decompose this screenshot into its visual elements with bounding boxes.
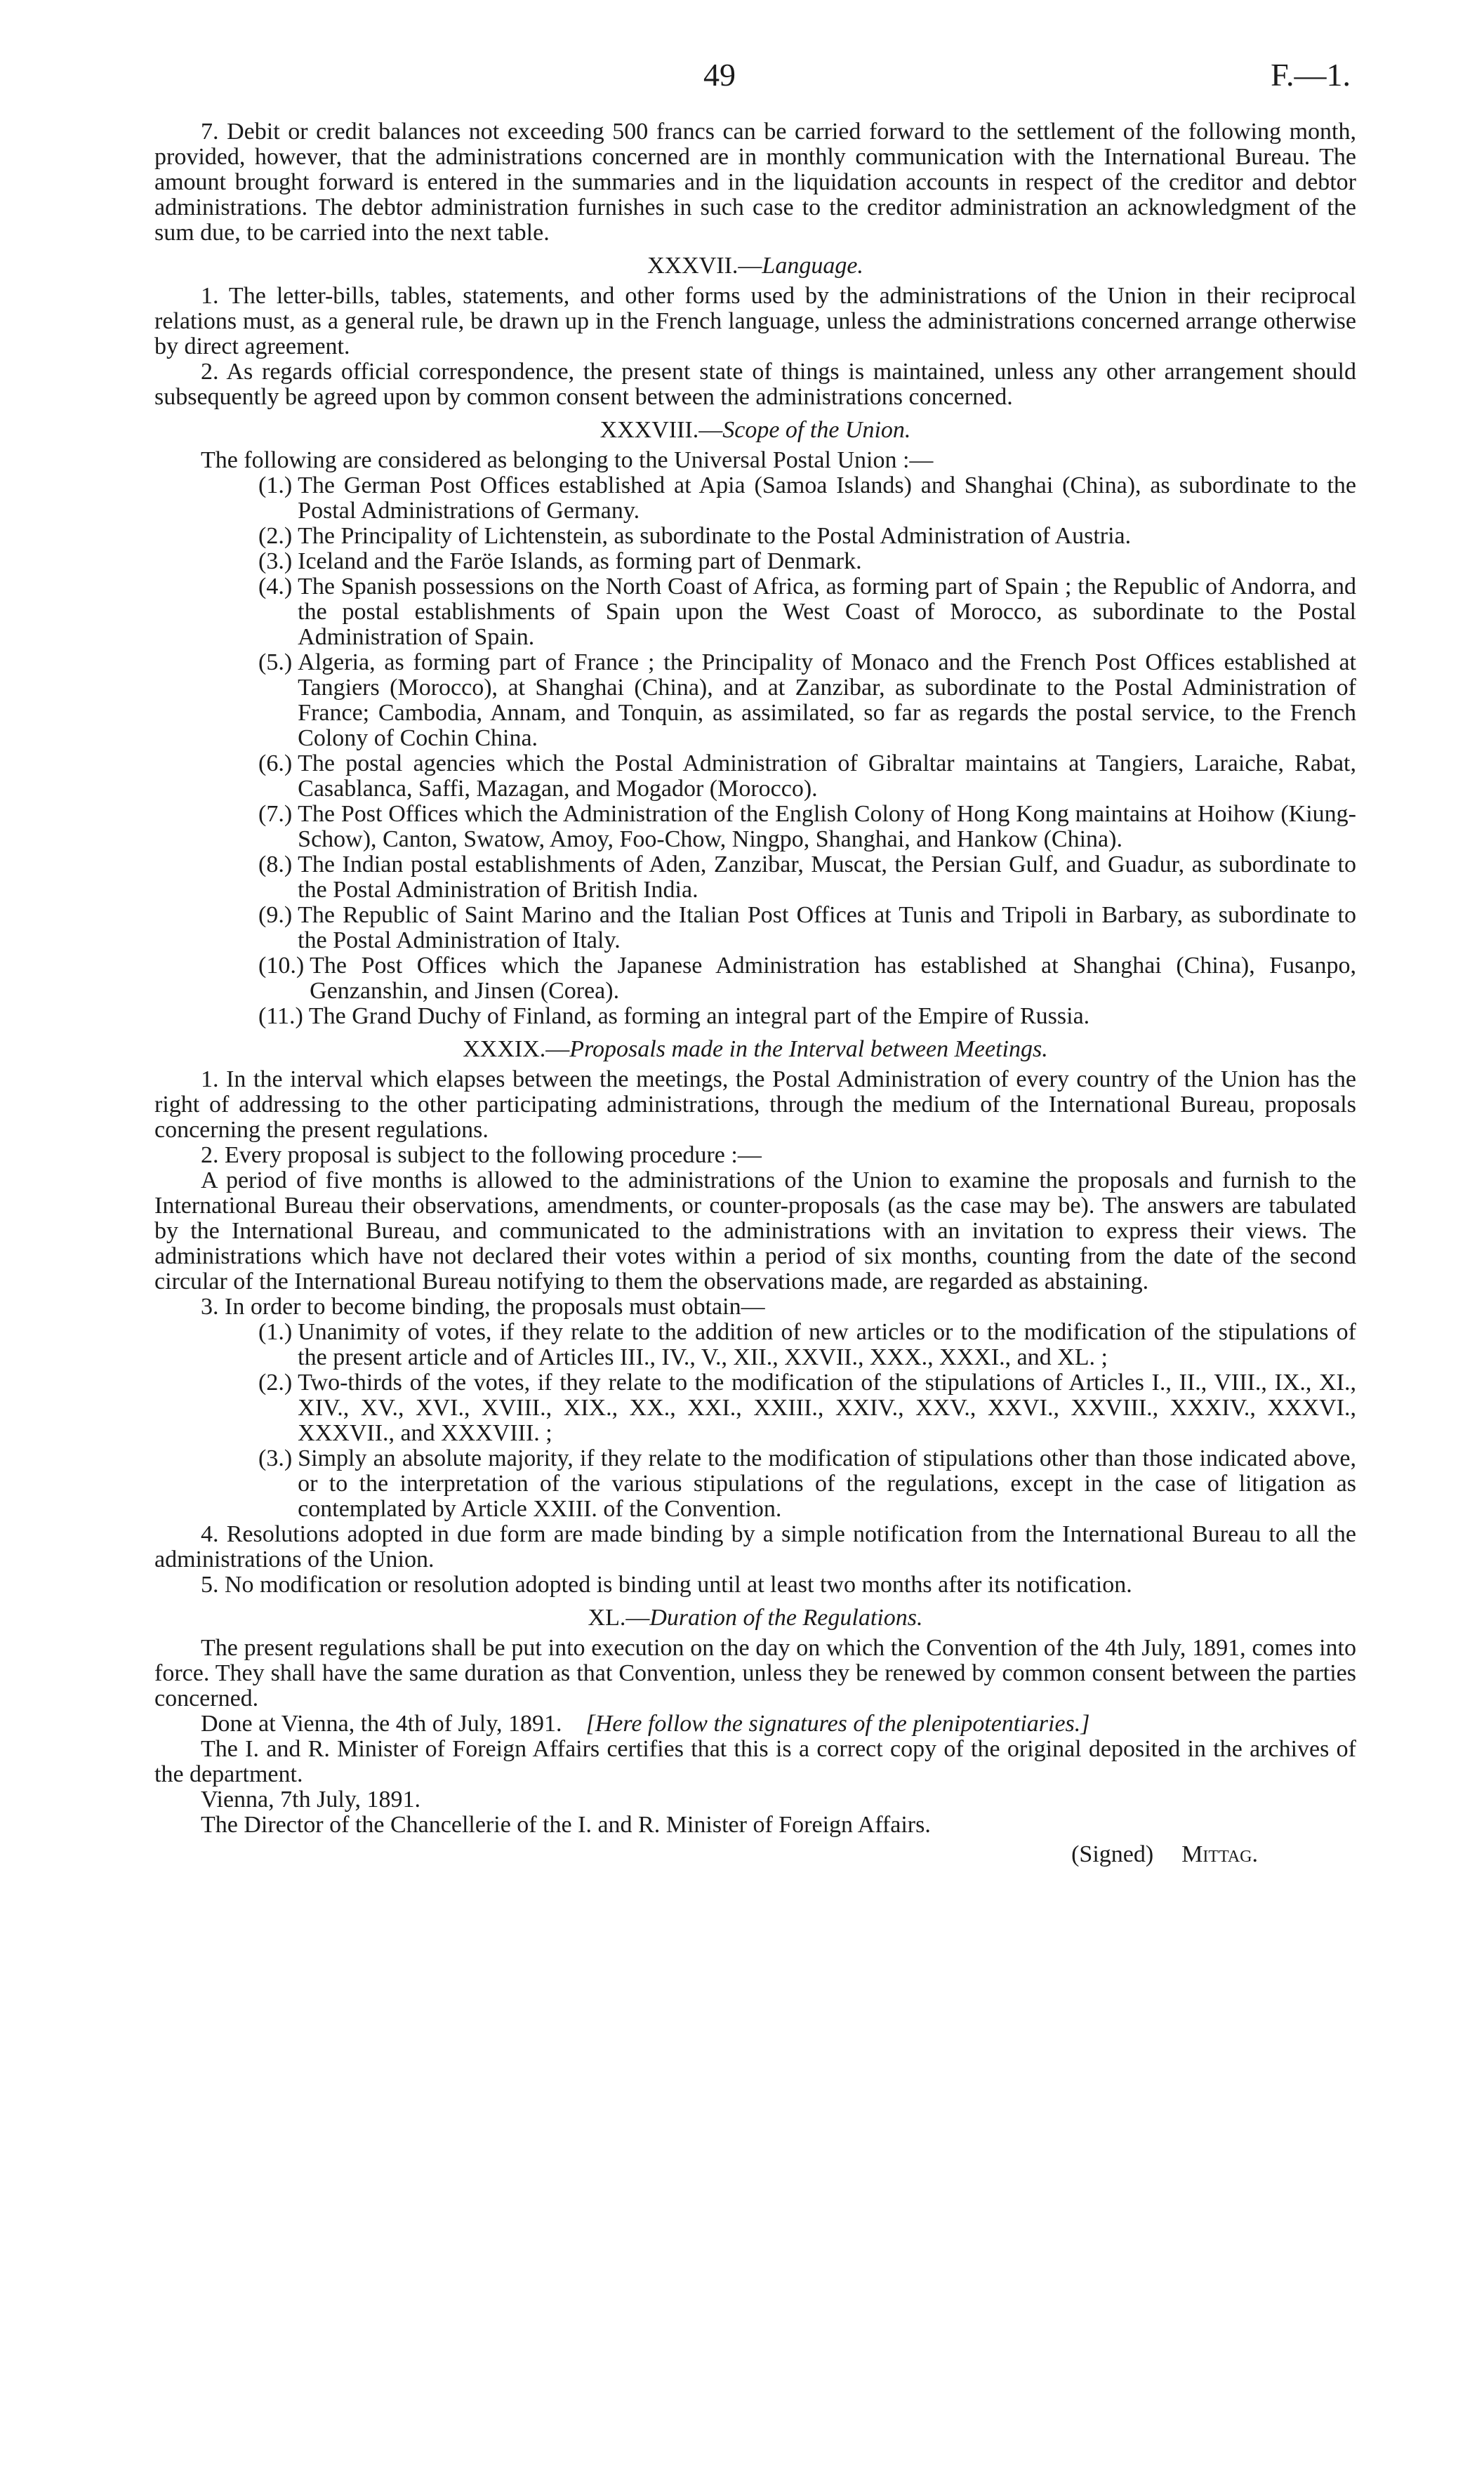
paragraph: 3. In order to become binding, the proposals must obtain—: [201, 1294, 765, 1320]
paragraph: 4. Resolutions adopted in due form are made binding by a simple notification from the International Bureau to all the administrations of the Union.: [154, 1521, 1356, 1572]
paragraph: 1. In the interval which elapses between the meetings, the Postal Administration of every country of the Union has the right of addressing to the other participating administrations, through the medium of the International Bureau, proposals concerning the present regulations.: [154, 1066, 1356, 1143]
list-item: (6.) The postal agencies which the Postal Administration of Gibraltar maintains at Tangiers, Laraiche, Rabat, Casablanca, Saffi, Mazagan, and Mogador (Morocco).: [258, 750, 1356, 802]
paragraph: 2. As regards official correspondence, the present state of things is maintained, unless any other arrangement should subsequently be agreed upon by common consent between the administrations concerned.: [154, 359, 1356, 410]
section-heading: XXXVIII.—Scope of the Union.: [599, 417, 911, 443]
list-item: (2.) Two-thirds of the votes, if they relate to the modification of the stipulations of Articles I., II., VIII., IX., XI., XIV., XV., XVI., XVIII., XIX., XX., XXI., XXIII., XXIV., XXV., XXVI., XXVIII., XXXIV., XXXVI., XXXVII., and XXXVIII. ;: [258, 1370, 1356, 1446]
director-line: The Director of the Chancellerie of the I. and R. Minister of Foreign Affairs.: [201, 1812, 931, 1838]
paragraph: The present regulations shall be put into execution on the day on which the Convention of the 4th July, 1891, comes into force. They shall have the same duration as that Convention, unless they be renewed by common consent between the parties concerned.: [154, 1635, 1356, 1711]
paragraph: 1. The letter-bills, tables, statements, and other forms used by the administrations of the Union in their reciprocal relations must, as a general rule, be drawn up in the French language, unless the administrations concerned arrange otherwise by direct agreement.: [154, 283, 1356, 359]
section-heading: XXXVII.—Language.: [647, 253, 863, 279]
list-item: (3.) Iceland and the Faröe Islands, as forming part of Denmark.: [258, 548, 862, 574]
document-body: [154, 119, 1356, 1867]
list-item: (1.) Unanimity of votes, if they relate to the addition of new articles or to the modification of the stipulations of the present article and of Articles III., IV., V., XII., XXVII., XXX., XXXI., and XL. ;: [258, 1319, 1356, 1370]
proposal-list: [154, 1320, 1356, 1522]
date-line: Vienna, 7th July, 1891.: [201, 1787, 421, 1813]
section-heading: XXXIX.—Proposals made in the Interval between Meetings.: [463, 1036, 1048, 1062]
list-item: (10.) The Post Offices which the Japanese Administration has established at Shanghai (China), Fusanpo, Genzanshin, and Jinsen (Corea).: [258, 953, 1356, 1004]
paragraph: 5. No modification or resolution adopted is binding until at least two months after its notification.: [201, 1572, 1132, 1598]
signer-name: Mittag.: [1181, 1841, 1258, 1867]
list-item: (2.) The Principality of Lichtenstein, as subordinate to the Postal Administration of Austria.: [258, 523, 1132, 549]
paragraph: 7. Debit or credit balances not exceeding 500 francs can be carried forward to the settlement of the following month, provided, however, that the administrations concerned are in monthly communication with the International Bureau. The amount brought forward is entered in the summaries and in the liquidation accounts in respect of the creditor and debtor administrations. The debtor administration furnishes in such case to the creditor administration an acknowledgment of the sum due, to be carried into the next table.: [154, 119, 1356, 246]
list-item: (9.) The Republic of Saint Marino and the Italian Post Offices at Tunis and Tripoli in Barbary, as subordinate to the Postal Administration of Italy.: [258, 902, 1356, 953]
page-number: 49: [703, 57, 736, 93]
done-line: Done at Vienna, the 4th of July, 1891. [Here follow the signatures of the plenipotentiaries.]: [201, 1711, 1090, 1737]
signature-line: (Signed) Mittag.: [1071, 1841, 1258, 1867]
document-reference: F.—1.: [1271, 57, 1351, 93]
list-item: (7.) The Post Offices which the Administration of the English Colony of Hong Kong maintains at Hoihow (Kiung-Schow), Canton, Swatow, Amoy, Foo-Chow, Ningpo, Shanghai, and Hankow (China).: [258, 801, 1356, 852]
list-item: (8.) The Indian postal establishments of Aden, Zanzibar, Muscat, the Persian Gulf, and Guadur, as subordinate to the Postal Administration of British India.: [258, 852, 1356, 903]
list-item: (3.) Simply an absolute majority, if they relate to the modification of stipulations other than those indicated above, or to the interpretation of the various stipulations of the regulations, except in the case of litigation as contemplated by Article XXIII. of the Convention.: [258, 1445, 1356, 1522]
paragraph: 2. Every proposal is subject to the following procedure :—: [201, 1142, 762, 1168]
list-item: (1.) The German Post Offices established at Apia (Samoa Islands) and Shanghai (China), as subordinate to the Postal Administrations of Germany.: [258, 472, 1356, 524]
list-item: (5.) Algeria, as forming part of France ; the Principality of Monaco and the French Post Offices established at Tangiers (Morocco), at Shanghai (China), and at Zanzibar, as subordinate to the Postal Administration of France; Cambodia, Annam, and Tonquin, as assimilated, so far as regards the postal service, to the French Colony of Cochin China.: [258, 649, 1356, 751]
scope-list: [154, 473, 1356, 1029]
list-item: (11.) The Grand Duchy of Finland, as forming an integral part of the Empire of Russia.: [258, 1003, 1090, 1029]
paragraph: The following are considered as belonging to the Universal Postal Union :—: [201, 447, 934, 473]
list-item: (4.) The Spanish possessions on the North Coast of Africa, as forming part of Spain ; the Republic of Andorra, and the postal establishments of Spain upon the West Coast of Morocco, as subordinate to the Postal Administration of Spain.: [258, 574, 1356, 650]
paragraph: A period of five months is allowed to the administrations of the Union to examine the proposals and furnish to the International Bureau their observations, amendments, or counter-proposals (as the case may be). The answers are tabulated by the International Bureau, and communicated to the administrations with an invitation to express their views. The administrations which have not declared their votes within a period of six months, counting from the date of the second circular of the International Bureau notifying to them the observations made, are regarded as abstaining.: [154, 1167, 1356, 1294]
certification: The I. and R. Minister of Foreign Affairs certifies that this is a correct copy of the original deposited in the archives of the department.: [154, 1736, 1356, 1787]
section-heading: XL.—Duration of the Regulations.: [588, 1605, 923, 1631]
page-header: [0, 49, 1484, 98]
